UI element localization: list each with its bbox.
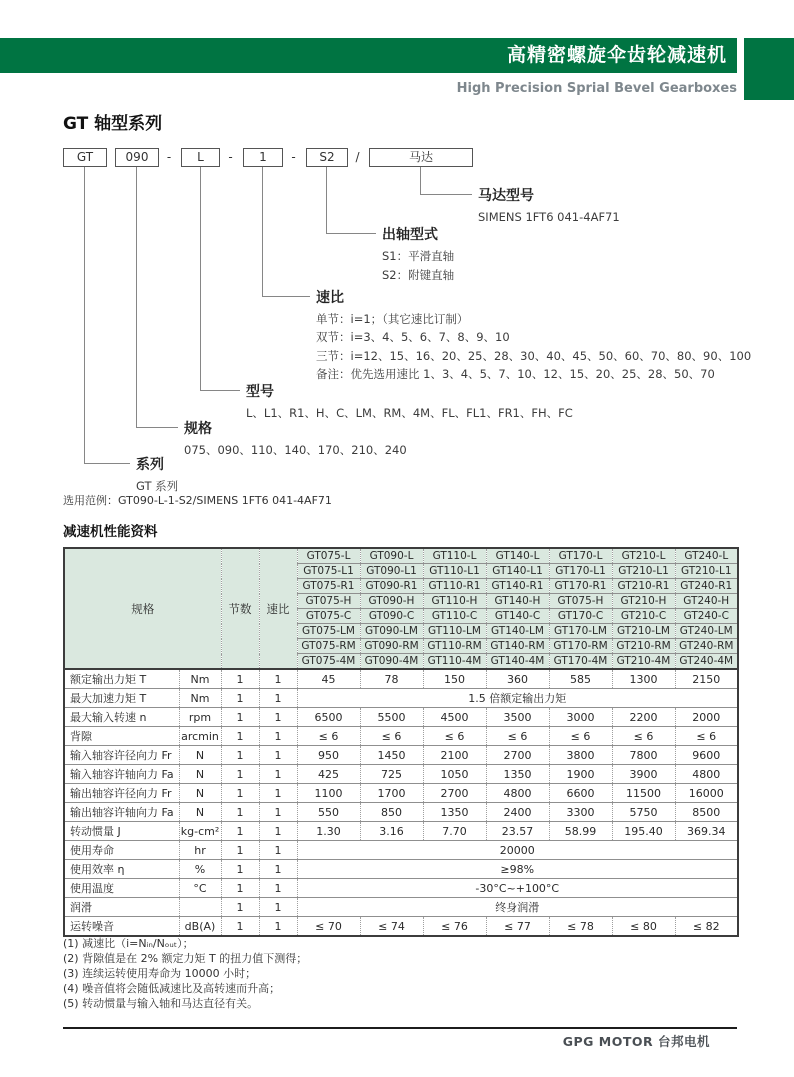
model-cell: GT140-C (486, 609, 549, 624)
value-cell: 1300 (612, 669, 675, 689)
table-wrap (63, 547, 739, 937)
value-cell: 7800 (612, 746, 675, 765)
model-cell: GT240-L (675, 548, 738, 564)
model-cell: GT075-RM (297, 639, 360, 654)
code-separator: / (355, 150, 360, 164)
row-label-cell: 最大加速力矩 T (64, 689, 179, 708)
value-cell: 2700 (486, 746, 549, 765)
table-title: 减速机性能资料 (63, 524, 158, 540)
model-cell: GT075-R1 (297, 579, 360, 594)
callout-model-line: L、L1、R1、H、C、LM、RM、4M、FL、FL1、FR1、FH、FC (246, 406, 573, 420)
value-cell: 5500 (360, 708, 423, 727)
value-cell: 3800 (549, 746, 612, 765)
callout-ratio-line: 三节：i=12、15、16、20、25、28、30、40、45、50、60、70、80、90、100 (316, 348, 752, 363)
value-cell: 1350 (423, 803, 486, 822)
model-code-box-size: 090 (115, 148, 159, 167)
stages-cell: 1 (221, 708, 259, 727)
value-cell: 3500 (486, 708, 549, 727)
value-cell: 3900 (612, 765, 675, 784)
ratio-cell: 1 (259, 727, 297, 746)
connector-vline-ratio (262, 167, 263, 296)
model-cell: GT090-C (360, 609, 423, 624)
model-cell: GT090-H (360, 594, 423, 609)
model-cell: GT110-H (423, 594, 486, 609)
callout-model (246, 381, 573, 420)
unit-cell: N (179, 803, 221, 822)
unit-cell: hr (179, 841, 221, 860)
footnotes (63, 936, 307, 1011)
value-cell: 7.70 (423, 822, 486, 841)
model-cell: GT090-R1 (360, 579, 423, 594)
brand-text: GPG MOTOR 台邦电机 (562, 1034, 710, 1049)
stages-cell: 1 (221, 803, 259, 822)
value-cell: 3300 (549, 803, 612, 822)
value-cell: 369.34 (675, 822, 738, 841)
stages-cell: 1 (221, 784, 259, 803)
unit-cell: Nm (179, 689, 221, 708)
stages-cell: 1 (221, 860, 259, 879)
row-label-cell: 润滑 (64, 898, 179, 917)
spec-header-cell: 规格 (64, 548, 221, 669)
value-cell: 3000 (549, 708, 612, 727)
footnote-line: (3) 连续运转使用寿命为 10000 小时； (63, 967, 257, 980)
callout-motor (478, 185, 620, 224)
value-cell: 360 (486, 669, 549, 689)
stages-cell: 1 (221, 727, 259, 746)
callout-series (136, 454, 178, 493)
ratio-cell: 1 (259, 822, 297, 841)
code-separator: - (291, 150, 296, 164)
ratio-cell: 1 (259, 708, 297, 727)
ratio-header-cell: 速比 (259, 548, 297, 669)
ratio-cell: 1 (259, 689, 297, 708)
model-cell: GT075-LM (297, 624, 360, 639)
ratio-cell: 1 (259, 803, 297, 822)
value-cell: 58.99 (549, 822, 612, 841)
value-cell: 2150 (675, 669, 738, 689)
value-cell: 1.30 (297, 822, 360, 841)
model-code-box-motor: 马达 (369, 148, 473, 167)
callout-series-line: GT 系列 (136, 479, 179, 493)
value-cell: ≤ 78 (549, 917, 612, 937)
value-cell: 2700 (423, 784, 486, 803)
model-cell: GT075-H (549, 594, 612, 609)
callout-shaft-line: S2：附键直轴 (382, 268, 455, 282)
model-cell: GT140-LM (486, 624, 549, 639)
value-cell: 425 (297, 765, 360, 784)
model-cell: GT140-L (486, 548, 549, 564)
value-cell: 11500 (612, 784, 675, 803)
model-cell: GT110-L (423, 548, 486, 564)
row-label-cell: 输出轴容许轴向力 Fa (64, 803, 179, 822)
connector-vline-series (84, 167, 85, 463)
value-cell: 1450 (360, 746, 423, 765)
model-cell: GT210-L1 (675, 564, 738, 579)
callout-model-label: 型号 (246, 384, 274, 400)
model-code-box-ratio: 1 (243, 148, 283, 167)
value-cell: ≤ 70 (297, 917, 360, 937)
model-cell: GT210-R1 (612, 579, 675, 594)
connector-vline-size (136, 167, 137, 427)
row-label-cell: 使用效率 η (64, 860, 179, 879)
value-cell: 3.16 (360, 822, 423, 841)
row-label-cell: 背隙 (64, 727, 179, 746)
callout-ratio-line: 单节：i=1；（其它速比订制） (316, 311, 469, 326)
unit-cell: dB(A) (179, 917, 221, 937)
connector-hline-series (84, 463, 130, 464)
ratio-cell: 1 (259, 784, 297, 803)
model-cell: GT090-L1 (360, 564, 423, 579)
callout-motor-line: SIMENS 1FT6 041-4AF71 (478, 210, 620, 224)
value-cell: ≤ 6 (486, 727, 549, 746)
value-cell: ≤ 74 (360, 917, 423, 937)
model-cell: GT240-R1 (675, 579, 738, 594)
value-cell: ≤ 6 (549, 727, 612, 746)
unit-cell: kg-cm² (179, 822, 221, 841)
model-cell: GT240-C (675, 609, 738, 624)
row-label-cell: 使用温度 (64, 879, 179, 898)
code-separator: - (228, 150, 233, 164)
value-cell: 2000 (675, 708, 738, 727)
value-cell: 9600 (675, 746, 738, 765)
value-cell: 1100 (297, 784, 360, 803)
model-cell: GT090-RM (360, 639, 423, 654)
value-cell: 23.57 (486, 822, 549, 841)
connector-vline-shaft (326, 167, 327, 233)
callout-series-label: 系列 (136, 457, 164, 473)
model-cell: GT140-H (486, 594, 549, 609)
model-code-box-model: L (181, 148, 220, 167)
span-value-cell: -30°C~+100°C (297, 879, 738, 898)
stages-cell: 1 (221, 689, 259, 708)
connector-vline-model (200, 167, 201, 390)
callout-size (184, 418, 407, 457)
model-cell: GT110-RM (423, 639, 486, 654)
unit-cell: rpm (179, 708, 221, 727)
connector-hline-motor (420, 194, 472, 195)
ratio-cell: 1 (259, 898, 297, 917)
performance-table (63, 547, 739, 937)
row-label-cell: 额定输出力矩 T (64, 669, 179, 689)
ratio-cell: 1 (259, 746, 297, 765)
model-cell: GT090-L (360, 548, 423, 564)
model-cell: GT110-4M (423, 654, 486, 670)
unit-cell (179, 898, 221, 917)
model-cell: GT210-L (612, 548, 675, 564)
unit-cell: arcmin (179, 727, 221, 746)
callout-shaft-label: 出轴型式 (382, 227, 438, 243)
model-cell: GT170-L (549, 548, 612, 564)
footnote-line: (2) 背隙值是在 2% 额定力矩 T 的扭力值下测得； (63, 952, 308, 965)
model-cell: GT110-C (423, 609, 486, 624)
stages-cell: 1 (221, 746, 259, 765)
model-cell: GT240-RM (675, 639, 738, 654)
model-cell: GT210-C (612, 609, 675, 624)
model-cell: GT140-RM (486, 639, 549, 654)
model-cell: GT090-4M (360, 654, 423, 670)
value-cell: 2200 (612, 708, 675, 727)
value-cell: 725 (360, 765, 423, 784)
page-title: 高精密螺旋伞齿轮减速机 (506, 44, 727, 66)
value-cell: 850 (360, 803, 423, 822)
span-value-cell: ≥98% (297, 860, 738, 879)
callout-shaft-line: S1：平滑直轴 (382, 249, 455, 263)
unit-cell: N (179, 784, 221, 803)
value-cell: ≤ 6 (360, 727, 423, 746)
span-value-cell: 终身润滑 (297, 898, 738, 917)
model-cell: GT170-R1 (549, 579, 612, 594)
ratio-cell: 1 (259, 669, 297, 689)
model-cell: GT210-4M (612, 654, 675, 670)
page-subtitle: High Precision Sprial Bevel Gearboxes (456, 81, 737, 96)
model-cell: GT170-4M (549, 654, 612, 670)
footnote-line: (1) 减速比（i=Nᵢₙ/Nₒᵤₜ）； (63, 937, 194, 950)
footnote-line: (4) 噪音值将会随低减速比及高转速而升高； (63, 982, 281, 995)
model-cell: GT210-L1 (612, 564, 675, 579)
value-cell: 150 (423, 669, 486, 689)
callout-ratio-label: 速比 (316, 290, 344, 306)
model-cell: GT110-LM (423, 624, 486, 639)
value-cell: ≤ 6 (675, 727, 738, 746)
value-cell: 16000 (675, 784, 738, 803)
selection-example: 选用范例：GT090-L-1-S2/SIMENS 1FT6 041-4AF71 (63, 494, 332, 507)
unit-cell: N (179, 765, 221, 784)
model-cell: GT170-C (549, 609, 612, 624)
unit-cell: °C (179, 879, 221, 898)
model-cell: GT240-LM (675, 624, 738, 639)
unit-cell: Nm (179, 669, 221, 689)
footer-rule (63, 1027, 737, 1029)
unit-cell: % (179, 860, 221, 879)
model-cell: GT240-H (675, 594, 738, 609)
value-cell: 8500 (675, 803, 738, 822)
span-value-cell: 20000 (297, 841, 738, 860)
value-cell: 5750 (612, 803, 675, 822)
row-label-cell: 输入轴容许轴向力 Fa (64, 765, 179, 784)
stages-cell: 1 (221, 841, 259, 860)
stages-cell: 1 (221, 917, 259, 937)
model-cell: GT075-4M (297, 654, 360, 670)
connector-hline-model (200, 390, 240, 391)
code-separator: - (166, 150, 172, 164)
model-cell: GT090-LM (360, 624, 423, 639)
callout-ratio-line: 备注：优先选用速比 1、3、4、5、7、10、12、15、20、25、28、50、70 (316, 367, 715, 381)
value-cell: 2400 (486, 803, 549, 822)
stages-cell: 1 (221, 822, 259, 841)
callout-size-label: 规格 (184, 421, 212, 437)
unit-cell: N (179, 746, 221, 765)
model-cell: GT110-R1 (423, 579, 486, 594)
value-cell: 4800 (675, 765, 738, 784)
value-cell: 45 (297, 669, 360, 689)
value-cell: 1900 (549, 765, 612, 784)
value-cell: 550 (297, 803, 360, 822)
connector-hline-size (136, 427, 178, 428)
model-cell: GT210-LM (612, 624, 675, 639)
model-cell: GT140-R1 (486, 579, 549, 594)
value-cell: ≤ 77 (486, 917, 549, 937)
value-cell: 1350 (486, 765, 549, 784)
banner-bar (0, 38, 737, 73)
callout-size-line: 075、090、110、140、170、210、240 (184, 443, 407, 457)
value-cell: 950 (297, 746, 360, 765)
value-cell: ≤ 6 (423, 727, 486, 746)
value-cell: 4800 (486, 784, 549, 803)
model-cell: GT075-C (297, 609, 360, 624)
connector-hline-ratio (262, 296, 310, 297)
span-value-cell: 1.5 倍额定输出力矩 (297, 689, 738, 708)
model-cell: GT170-LM (549, 624, 612, 639)
model-cell: GT075-L1 (297, 564, 360, 579)
connector-vline-motor (420, 167, 421, 194)
ratio-cell: 1 (259, 765, 297, 784)
value-cell: 1050 (423, 765, 486, 784)
model-cell: GT170-L1 (549, 564, 612, 579)
model-cell: GT075-L (297, 548, 360, 564)
value-cell: ≤ 76 (423, 917, 486, 937)
model-cell: GT140-4M (486, 654, 549, 670)
value-cell: 585 (549, 669, 612, 689)
ratio-cell: 1 (259, 860, 297, 879)
model-cell: GT240-4M (675, 654, 738, 670)
model-cell: GT170-RM (549, 639, 612, 654)
model-cell: GT210-H (612, 594, 675, 609)
value-cell: 6500 (297, 708, 360, 727)
section-title: GT 轴型系列 (63, 114, 163, 134)
row-label-cell: 输出轴容许径向力 Fr (64, 784, 179, 803)
row-label-cell: 输入轴容许径向力 Fr (64, 746, 179, 765)
stages-cell: 1 (221, 879, 259, 898)
model-cell: GT140-L1 (486, 564, 549, 579)
value-cell: 195.40 (612, 822, 675, 841)
ratio-cell: 1 (259, 917, 297, 937)
ratio-cell: 1 (259, 841, 297, 860)
model-cell: GT075-H (297, 594, 360, 609)
stages-header-cell: 节数 (221, 548, 259, 669)
value-cell: 78 (360, 669, 423, 689)
value-cell: 1700 (360, 784, 423, 803)
row-label-cell: 使用寿命 (64, 841, 179, 860)
value-cell: ≤ 6 (297, 727, 360, 746)
model-code-box-shaft: S2 (306, 148, 348, 167)
stages-cell: 1 (221, 765, 259, 784)
model-cell: GT210-RM (612, 639, 675, 654)
callout-ratio (316, 287, 751, 381)
value-cell: ≤ 82 (675, 917, 738, 937)
value-cell: 2100 (423, 746, 486, 765)
stages-cell: 1 (221, 898, 259, 917)
row-label-cell: 运转噪音 (64, 917, 179, 937)
connector-hline-shaft (326, 233, 376, 234)
footnote-line: (5) 转动惯量与输入轴和马达直径有关。 (63, 997, 259, 1010)
banner-corner-block (744, 38, 794, 100)
model-code-box-series: GT (63, 148, 107, 167)
value-cell: ≤ 80 (612, 917, 675, 937)
value-cell: ≤ 6 (612, 727, 675, 746)
row-label-cell: 最大输入转速 n (64, 708, 179, 727)
callout-ratio-line: 双节：i=3、4、5、6、7、8、9、10 (316, 330, 510, 344)
ratio-cell: 1 (259, 879, 297, 898)
model-cell: GT110-L1 (423, 564, 486, 579)
value-cell: 6600 (549, 784, 612, 803)
stages-cell: 1 (221, 669, 259, 689)
callout-shaft-type (382, 224, 454, 282)
callout-motor-label: 马达型号 (478, 188, 534, 204)
row-label-cell: 转动惯量 J (64, 822, 179, 841)
value-cell: 4500 (423, 708, 486, 727)
